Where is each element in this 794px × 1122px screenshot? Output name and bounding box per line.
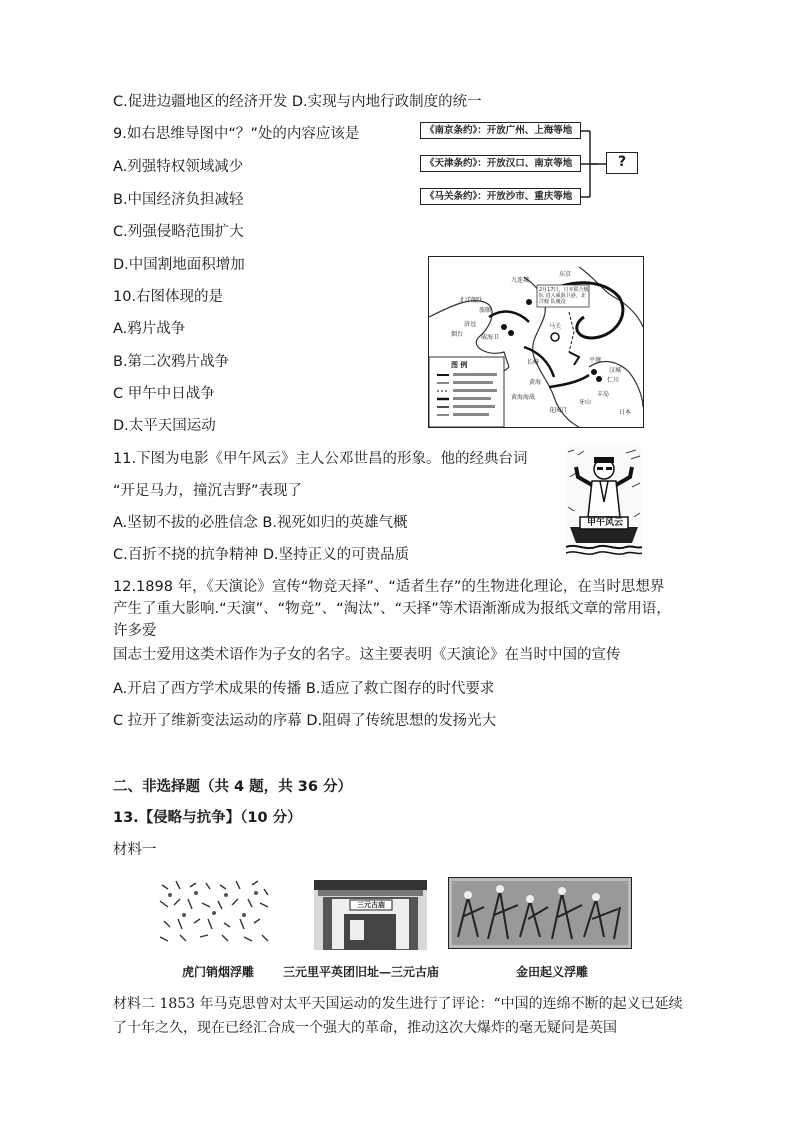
image-humen-relief — [156, 875, 274, 949]
q9-option-c: C.列强侵略范围扩大 — [113, 224, 244, 240]
q11-stem: 11.下图为电影《甲午风云》主人公邓世昌的形象。他的经典台词 — [113, 451, 528, 467]
section-2-title: 二、非选择题（共 4 题，共 36 分） — [113, 779, 352, 795]
map-label: 丰岛 — [597, 391, 610, 398]
relief-drawing — [448, 877, 632, 949]
map-label: 汉城 — [609, 367, 622, 374]
q12-stem-1: 12.1898 年，《天演论》宣传“物竞天择”、“适者生存”的生物进化理论，在当时思想界产生了重大影响.“天演”、“物竞”、“淘汰”、“天择”等术语渐渐成为报纸文章的常用语，许多爱 — [113, 579, 671, 639]
map-label: 马关 — [549, 323, 562, 330]
map-label: 烟台 — [451, 331, 464, 338]
map-label: 黄海海战 — [511, 394, 536, 401]
poster-title: 甲午风云 — [586, 518, 623, 528]
relief-drawing — [156, 875, 274, 949]
temple-sign: 三元古庙 — [357, 901, 385, 909]
q9-option-d: D.中国割地面积增加 — [113, 257, 245, 273]
q13-title: 13.【侵略与抗争】（10 分） — [113, 810, 302, 826]
war-map — [428, 256, 644, 428]
q11-options-cd: C.百折不挠的抗争精神 D.坚持正义的可贵品质 — [113, 547, 410, 563]
q12-options-ab: A.开启了西方学术成果的传播 B.适应了救亡图存的时代要求 — [113, 681, 495, 697]
q10-option-a: A.鸦片战争 — [113, 321, 186, 337]
map-label: 威海卫 — [481, 334, 500, 341]
poster-illustration — [566, 447, 642, 557]
mindmap-question-box: ? — [606, 152, 638, 174]
q10-stem: 10.右图体现的是 — [113, 289, 224, 305]
temple-drawing — [314, 880, 427, 950]
image-sanyuan-temple — [314, 880, 427, 950]
q13-material2: 材料二 1853 年马克思曾对太平天国运动的发生进行了评论：“中国的连绵不断的起义已延续了十年之久，现在已经汇合成一个强大的革命，推动这次大爆炸的毫无疑问是英国 — [113, 996, 683, 1036]
q12-stem-2: 国志士爱用这类术语作为子女的名字。这主要表明《天演论》在当时中国的宣传 — [113, 647, 621, 663]
map-label: 旅顺 — [479, 307, 492, 314]
caption-sanyuan: 三元里平英团旧址—三元古庙 — [283, 965, 440, 979]
caption-humen: 虎门销烟浮雕 — [182, 965, 255, 979]
mindmap-item-maguan: 《马关条约》：开放沙市、重庆等地 — [420, 188, 581, 205]
film-poster — [566, 447, 642, 557]
mindmap-item-tianjin: 《天津条约》：开放汉口、南京等地 — [420, 155, 581, 172]
map-label: 平壤 — [589, 357, 602, 364]
q9-option-a: A.列强特权领域减少 — [113, 159, 244, 175]
q11-options-ab: A.坚韧不拔的必胜信念 B.视死如归的英雄气概 — [113, 515, 408, 531]
map-legend-title: 图 例 — [451, 361, 468, 369]
map-label: 花园口 — [549, 407, 568, 414]
map-label: 黄海 — [529, 379, 542, 386]
q8-options-cd: C.促进边疆地区的经济开发 D.实现与内地行政制度的统一 — [113, 94, 482, 110]
q12-options-cd: C 拉开了维新变法运动的序幕 D.阻碍了传统思想的发扬光大 — [113, 713, 497, 729]
map-label: 长崎 — [527, 359, 540, 366]
image-jintian-relief — [448, 877, 632, 949]
mindmap-item-nanjing: 《南京条约》：开放广州、上海等地 — [420, 122, 581, 139]
map-label: 九连城 — [511, 277, 530, 284]
map-label: 牙山 — [579, 399, 592, 406]
q10-option-d: D.太平天国运动 — [113, 418, 216, 434]
map-label: 东京 — [559, 271, 572, 278]
map-drawing — [429, 257, 643, 427]
q9-stem: 9.如右思维导图中“？”处的内容应该是 — [113, 126, 360, 142]
mind-map — [418, 115, 648, 215]
q11-quote: “开足马力，撞沉吉野”表现了 — [113, 483, 303, 499]
map-label: 北洋舰队 — [459, 297, 484, 304]
map-label: 日本 — [619, 409, 632, 416]
q10-option-c: C 甲午中日战争 — [113, 386, 215, 402]
map-label: 仁川 — [607, 377, 620, 384]
q9-option-b: B.中国经济负担减轻 — [113, 192, 244, 208]
caption-jintian: 金田起义浮雕 — [516, 965, 589, 979]
q10-option-b: B.第二次鸦片战争 — [113, 354, 230, 370]
q13-material1-label: 材料一 — [113, 842, 157, 858]
map-note: 2月17日，日本联合舰队 进入威海卫港，北洋舰 队覆没 — [539, 287, 589, 305]
map-label: 济远 — [464, 321, 477, 328]
